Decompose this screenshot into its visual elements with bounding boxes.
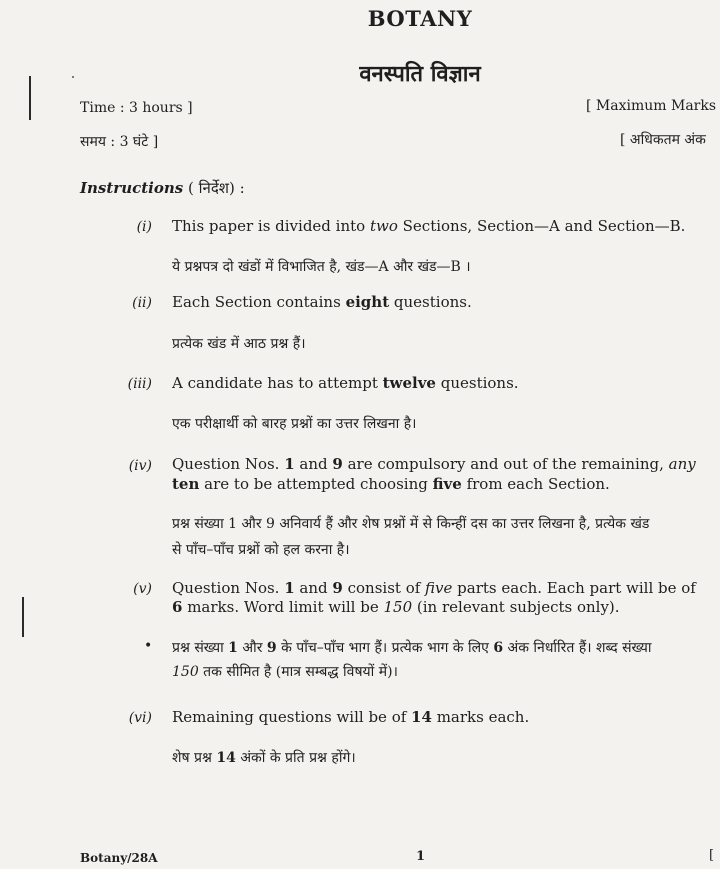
instruction-1-english: This paper is divided into two Sections, Section—A and Section—B.	[172, 217, 686, 235]
item-number: (iv)	[128, 458, 152, 474]
max-marks-english: [ Maximum Marks	[586, 98, 717, 114]
footer-bracket: [	[709, 848, 715, 863]
instruction-5-hindi-line2: 150 तक सीमित है (मात्र सम्बद्ध विषयों में)।	[172, 664, 398, 680]
margin-mark	[22, 597, 24, 637]
instruction-4-hindi-line2: से पाँच–पाँच प्रश्नों को हल करना है।	[172, 542, 350, 558]
item-number: (i)	[136, 219, 152, 235]
instruction-2-hindi: प्रत्येक खंड में आठ प्रश्न हैं।	[172, 336, 306, 352]
instructions-hindi: ( निर्देश) :	[183, 179, 245, 197]
instruction-5-hindi-line1: प्रश्न संख्या 1 और 9 के पाँच–पाँच भाग हैं। प्रत्येक भाग के लिए 6 अंक निर्धारित हैं। शब्द संख्या	[172, 640, 652, 656]
time-english: Time : 3 hours ]	[80, 100, 193, 116]
max-marks-hindi: [ अधिकतम अंक	[620, 132, 706, 148]
item-number: (v)	[133, 581, 152, 597]
instruction-2-english: Each Section contains eight questions.	[172, 293, 472, 311]
footer-page-number: 1	[416, 849, 426, 864]
instruction-5-english-line2: 6 marks. Word limit will be 150 (in relevant subjects only).	[172, 598, 620, 616]
instruction-5-english-line1: Question Nos. 1 and 9 consist of five parts each. Each part will be of	[172, 579, 696, 597]
instruction-4-hindi-line1: प्रश्न संख्या 1 और 9 अनिवार्य हैं और शेष प्रश्नों में से किन्हीं दस का उत्तर लिखना है, प्रत्येक खंड	[172, 516, 650, 532]
item-number: (iii)	[127, 376, 152, 392]
instructions-label: Instructions	[80, 179, 184, 197]
item-number: (vi)	[128, 710, 152, 726]
title-hindi: वनस्पति विज्ञान	[359, 61, 481, 87]
instruction-6-hindi: शेष प्रश्न 14 अंकों के प्रति प्रश्न होंगे।	[172, 750, 356, 766]
time-hindi: समय : 3 घंटे ]	[80, 134, 159, 150]
item-number: (ii)	[132, 295, 152, 311]
instruction-1-hindi: ये प्रश्नपत्र दो खंडों में विभाजित है, खंड—A और खंड—B ।	[172, 259, 471, 275]
instructions-heading	[80, 178, 245, 198]
instruction-4-english-line1: Question Nos. 1 and 9 are compulsory and out of the remaining, any	[172, 455, 696, 473]
instruction-3-english: A candidate has to attempt twelve questions.	[172, 374, 519, 392]
instruction-4-english-line2: ten are to be attempted choosing five from each Section.	[172, 475, 610, 493]
instruction-3-hindi: एक परीक्षार्थी को बारह प्रश्नों का उत्तर लिखना है।	[172, 416, 417, 432]
instruction-6-english: Remaining questions will be of 14 marks each.	[172, 708, 530, 726]
title-english: BOTANY	[367, 6, 473, 31]
footer-paper-code: Botany/28A	[80, 851, 158, 865]
bullet: •	[144, 638, 153, 654]
